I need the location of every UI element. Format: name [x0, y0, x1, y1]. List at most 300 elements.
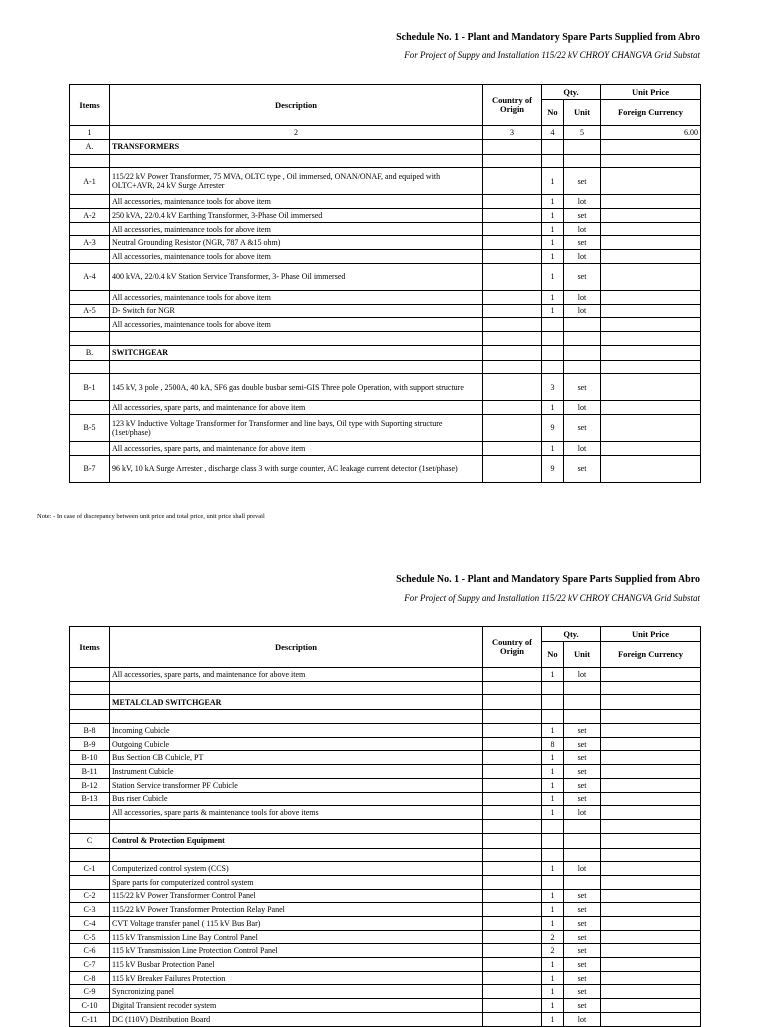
cell-qty-no — [542, 848, 564, 862]
cell-country — [483, 848, 542, 862]
cell-description: Spare parts for computerized control system — [110, 875, 483, 889]
cell-country — [483, 209, 542, 223]
header-items: Items — [70, 627, 110, 668]
header-items: Items — [70, 85, 110, 126]
cell-qty-no — [542, 695, 564, 710]
cell-item: A-4 — [70, 263, 110, 290]
header-country: Country of Origin — [483, 627, 542, 668]
cell-qty-no: 1 — [542, 441, 564, 455]
table-body-page-1 — [70, 126, 701, 483]
cell-country — [483, 889, 542, 903]
cell-qty-no: 1 — [542, 168, 564, 195]
discrepancy-note: Note: - In case of discrepancy between unit price and total price, unit price shall prevail — [37, 513, 265, 520]
cell-item: C — [70, 833, 110, 848]
cell-qty-no: 1 — [542, 668, 564, 682]
table-row — [70, 290, 701, 304]
cell-qty-unit: set — [564, 263, 601, 290]
cell-unit-price — [601, 414, 701, 441]
cell-unit-price: 6.00 — [601, 126, 701, 140]
cell-description — [110, 154, 483, 168]
table-row — [70, 668, 701, 682]
cell-unit-price — [601, 374, 701, 401]
cell-item: C-4 — [70, 917, 110, 931]
cell-item: C-6 — [70, 944, 110, 958]
cell-qty-no: 1 — [542, 889, 564, 903]
cell-qty-no: 1 — [542, 209, 564, 223]
cell-qty-unit: lot — [564, 806, 601, 820]
cell-country — [483, 819, 542, 833]
cell-item: C-2 — [70, 889, 110, 903]
cell-country — [483, 455, 542, 482]
cell-item — [70, 250, 110, 264]
cell-qty-unit: set — [564, 971, 601, 985]
cell-description — [110, 710, 483, 724]
cell-qty-unit: set — [564, 999, 601, 1013]
cell-country — [483, 999, 542, 1013]
cell-qty-unit: set — [564, 209, 601, 223]
cell-unit-price — [601, 360, 701, 374]
cell-item — [70, 819, 110, 833]
cell-qty-unit: set — [564, 903, 601, 917]
cell-unit-price — [601, 195, 701, 209]
cell-item — [70, 195, 110, 209]
cell-description: 123 kV Inductive Voltage Transformer for Transformer and line bays, Oil type with Suporting structure (1set/phase) — [110, 414, 483, 441]
cell-item — [70, 441, 110, 455]
cell-country — [483, 360, 542, 374]
cell-description: All accessories, maintenance tools for above item — [110, 290, 483, 304]
cell-description: 115/22 kV Power Transformer Control Panel — [110, 889, 483, 903]
cell-qty-unit — [564, 154, 601, 168]
header-qty: Qty. — [542, 627, 601, 642]
header-no: No — [542, 100, 564, 126]
cell-country — [483, 903, 542, 917]
cell-item — [70, 331, 110, 345]
cell-unit-price — [601, 806, 701, 820]
table-row — [70, 833, 701, 848]
cell-unit-price — [601, 250, 701, 264]
table-row — [70, 792, 701, 806]
cell-qty-unit — [564, 819, 601, 833]
header-unit-price: Unit Price — [601, 627, 701, 642]
cell-item: C-3 — [70, 903, 110, 917]
table-row — [70, 168, 701, 195]
cell-item — [70, 290, 110, 304]
cell-country — [483, 862, 542, 876]
cell-qty-no: 1 — [542, 806, 564, 820]
cell-unit-price — [601, 944, 701, 958]
cell-qty-no: 9 — [542, 414, 564, 441]
cell-qty-unit: lot — [564, 401, 601, 415]
cell-qty-no: 1 — [542, 985, 564, 999]
cell-description: Syncronizing panel — [110, 985, 483, 999]
cell-qty-unit: lot — [564, 304, 601, 318]
cell-unit-price — [601, 765, 701, 779]
cell-item — [70, 710, 110, 724]
header-foreign-currency: Foreign Currency — [601, 642, 701, 668]
header-no: No — [542, 642, 564, 668]
cell-item: B-12 — [70, 778, 110, 792]
table-row — [70, 318, 701, 332]
cell-country — [483, 958, 542, 972]
cell-country — [483, 139, 542, 154]
cell-description: 115 kV Transmission Line Protection Control Panel — [110, 944, 483, 958]
cell-qty-no: 1 — [542, 222, 564, 236]
header-unit: Unit — [564, 642, 601, 668]
cell-item: B-1 — [70, 374, 110, 401]
cell-qty-no — [542, 819, 564, 833]
table-row — [70, 903, 701, 917]
table-row — [70, 263, 701, 290]
cell-qty-no: 1 — [542, 724, 564, 738]
cell-qty-no: 1 — [542, 195, 564, 209]
cell-qty-no: 1 — [542, 401, 564, 415]
cell-qty-no — [542, 875, 564, 889]
cell-description — [110, 848, 483, 862]
cell-description: Instrument Cubicle — [110, 765, 483, 779]
table-row — [70, 765, 701, 779]
cell-unit-price — [601, 168, 701, 195]
cell-description: All accessories, spare parts & maintenance tools for above items — [110, 806, 483, 820]
cell-qty-unit: lot — [564, 1012, 601, 1026]
cell-unit-price — [601, 139, 701, 154]
cell-unit-price — [601, 917, 701, 931]
cell-description: Neutral Grounding Resistor (NGR, 787 A &15 ohm) — [110, 236, 483, 250]
cell-description: 400 kVA, 22/0.4 kV Station Service Transformer, 3- Phase Oil immersed — [110, 263, 483, 290]
cell-qty-no: 8 — [542, 737, 564, 751]
cell-description: All accessories, maintenance tools for above item — [110, 222, 483, 236]
cell-unit-price — [601, 903, 701, 917]
schedule-subtitle: For Project of Suppy and Installation 115/22 kV CHROY CHANGVA Grid Substat — [404, 593, 700, 603]
cell-country — [483, 778, 542, 792]
table-row — [70, 875, 701, 889]
table-row — [70, 819, 701, 833]
cell-description: Computerized control system (CCS) — [110, 862, 483, 876]
cell-qty-no — [542, 139, 564, 154]
table-row — [70, 126, 701, 140]
cell-qty-unit: set — [564, 455, 601, 482]
cell-country — [483, 985, 542, 999]
cell-unit-price — [601, 290, 701, 304]
cell-unit-price — [601, 455, 701, 482]
cell-item: B-10 — [70, 751, 110, 765]
cell-qty-unit: set — [564, 889, 601, 903]
cell-country — [483, 875, 542, 889]
table-row — [70, 441, 701, 455]
table-row — [70, 331, 701, 345]
cell-qty-unit: 5 — [564, 126, 601, 140]
cell-unit-price — [601, 222, 701, 236]
cell-description — [110, 360, 483, 374]
cell-qty-no: 3 — [542, 374, 564, 401]
cell-description: Incoming Cubicle — [110, 724, 483, 738]
cell-country — [483, 154, 542, 168]
cell-description: 96 kV, 10 kA Surge Arrester , discharge class 3 with surge counter, AC leakage current detector (1set/phase) — [110, 455, 483, 482]
cell-description: Digital Transient recoder system — [110, 999, 483, 1013]
cell-description: 250 kVA, 22/0.4 kV Earthing Transformer, 3-Phase Oil immersed — [110, 209, 483, 223]
table-row — [70, 751, 701, 765]
cell-qty-unit: lot — [564, 862, 601, 876]
cell-qty-no: 2 — [542, 930, 564, 944]
cell-item: B-11 — [70, 765, 110, 779]
cell-country — [483, 331, 542, 345]
cell-qty-unit — [564, 360, 601, 374]
cell-unit-price — [601, 710, 701, 724]
cell-qty-no: 1 — [542, 765, 564, 779]
cell-qty-unit: set — [564, 917, 601, 931]
cell-description: All accessories, maintenance tools for above item — [110, 318, 483, 332]
cell-qty-no — [542, 360, 564, 374]
cell-item — [70, 681, 110, 695]
table-row — [70, 917, 701, 931]
table-row — [70, 958, 701, 972]
cell-item — [70, 154, 110, 168]
cell-unit-price — [601, 819, 701, 833]
table-row — [70, 139, 701, 154]
cell-item — [70, 695, 110, 710]
cell-qty-unit: set — [564, 792, 601, 806]
cell-unit-price — [601, 999, 701, 1013]
table-row — [70, 848, 701, 862]
cell-unit-price — [601, 958, 701, 972]
table-row — [70, 250, 701, 264]
cell-country — [483, 765, 542, 779]
cell-unit-price — [601, 862, 701, 876]
cell-country — [483, 681, 542, 695]
cell-qty-no: 1 — [542, 263, 564, 290]
table-row — [70, 345, 701, 360]
cell-item: A-3 — [70, 236, 110, 250]
cell-item — [70, 668, 110, 682]
cell-description: SWITCHGEAR — [110, 345, 483, 360]
table-row — [70, 737, 701, 751]
cell-qty-no: 1 — [542, 751, 564, 765]
cell-item: B. — [70, 345, 110, 360]
cell-qty-unit: lot — [564, 668, 601, 682]
header-unit: Unit — [564, 100, 601, 126]
table-row — [70, 710, 701, 724]
cell-country — [483, 250, 542, 264]
cell-country — [483, 792, 542, 806]
cell-unit-price — [601, 889, 701, 903]
cell-unit-price — [601, 331, 701, 345]
table-row — [70, 360, 701, 374]
cell-country — [483, 304, 542, 318]
cell-description: CVT Voltage transfer panel ( 115 kV Bus Bar) — [110, 917, 483, 931]
cell-qty-unit — [564, 681, 601, 695]
cell-unit-price — [601, 833, 701, 848]
cell-country — [483, 263, 542, 290]
cell-item: 1 — [70, 126, 110, 140]
cell-country — [483, 737, 542, 751]
cell-description: All accessories, maintenance tools for above item — [110, 195, 483, 209]
cell-item — [70, 875, 110, 889]
table-row — [70, 971, 701, 985]
header-qty: Qty. — [542, 85, 601, 100]
cell-item: C-8 — [70, 971, 110, 985]
cell-qty-unit: set — [564, 374, 601, 401]
cell-description — [110, 819, 483, 833]
cell-unit-price — [601, 695, 701, 710]
cell-qty-unit: set — [564, 751, 601, 765]
cell-qty-no: 1 — [542, 250, 564, 264]
cell-unit-price — [601, 778, 701, 792]
cell-unit-price — [601, 154, 701, 168]
header-country: Country of Origin — [483, 85, 542, 126]
cell-unit-price — [601, 971, 701, 985]
cell-qty-unit: set — [564, 737, 601, 751]
cell-qty-unit — [564, 710, 601, 724]
cell-unit-price — [601, 751, 701, 765]
cell-unit-price — [601, 401, 701, 415]
cell-country — [483, 290, 542, 304]
cell-unit-price — [601, 985, 701, 999]
cell-description: TRANSFORMERS — [110, 139, 483, 154]
cell-country — [483, 345, 542, 360]
cell-item — [70, 401, 110, 415]
cell-qty-unit: lot — [564, 222, 601, 236]
cell-qty-unit — [564, 848, 601, 862]
table-row — [70, 862, 701, 876]
table-row — [70, 806, 701, 820]
cell-item: A. — [70, 139, 110, 154]
cell-country — [483, 695, 542, 710]
table-row — [70, 778, 701, 792]
cell-qty-unit: set — [564, 414, 601, 441]
table-row — [70, 304, 701, 318]
cell-country — [483, 917, 542, 931]
table-row — [70, 999, 701, 1013]
cell-qty-no: 1 — [542, 971, 564, 985]
cell-country — [483, 236, 542, 250]
cell-qty-no: 9 — [542, 455, 564, 482]
table-row — [70, 724, 701, 738]
cell-description: 2 — [110, 126, 483, 140]
table-row — [70, 985, 701, 999]
cell-unit-price — [601, 318, 701, 332]
cell-unit-price — [601, 345, 701, 360]
cell-country — [483, 751, 542, 765]
cell-country — [483, 724, 542, 738]
schedule-title: Schedule No. 1 - Plant and Mandatory Spare Parts Supplied from Abro — [396, 574, 700, 585]
cell-country — [483, 441, 542, 455]
cell-country — [483, 944, 542, 958]
cell-unit-price — [601, 875, 701, 889]
cell-qty-unit — [564, 345, 601, 360]
table-row — [70, 414, 701, 441]
cell-qty-unit — [564, 331, 601, 345]
cell-qty-no — [542, 681, 564, 695]
cell-qty-unit: lot — [564, 250, 601, 264]
cell-qty-unit: set — [564, 958, 601, 972]
cell-qty-unit: set — [564, 724, 601, 738]
header-unit-price: Unit Price — [601, 85, 701, 100]
cell-qty-no: 1 — [542, 862, 564, 876]
cell-qty-no — [542, 345, 564, 360]
cell-qty-no: 1 — [542, 290, 564, 304]
cell-item: B-7 — [70, 455, 110, 482]
cell-country — [483, 833, 542, 848]
cell-qty-no: 1 — [542, 792, 564, 806]
cell-qty-no: 4 — [542, 126, 564, 140]
schedule-subtitle: For Project of Suppy and Installation 115/22 kV CHROY CHANGVA Grid Substat — [404, 50, 700, 60]
cell-qty-unit — [564, 875, 601, 889]
cell-description: 115 kV Busbar Protection Panel — [110, 958, 483, 972]
cell-qty-no — [542, 331, 564, 345]
cell-item: C-10 — [70, 999, 110, 1013]
cell-qty-no: 1 — [542, 1012, 564, 1026]
cell-qty-no: 1 — [542, 778, 564, 792]
cell-unit-price — [601, 263, 701, 290]
cell-qty-no: 1 — [542, 999, 564, 1013]
table-row — [70, 889, 701, 903]
header-foreign-currency: Foreign Currency — [601, 100, 701, 126]
cell-description: 115/22 kV Power Transformer, 75 MVA, OLTC type , Oil immersed, ONAN/ONAF, and equiped with OLTC+AVR, 24 kV Surge Arrester — [110, 168, 483, 195]
cell-country — [483, 168, 542, 195]
cell-country — [483, 318, 542, 332]
table-row — [70, 930, 701, 944]
cell-country — [483, 401, 542, 415]
table-row — [70, 455, 701, 482]
cell-unit-price — [601, 724, 701, 738]
cell-description — [110, 331, 483, 345]
page-2 — [0, 560, 768, 1024]
cell-qty-no: 1 — [542, 958, 564, 972]
cell-country — [483, 710, 542, 724]
cell-item: C-7 — [70, 958, 110, 972]
table-row — [70, 374, 701, 401]
cell-qty-unit: set — [564, 930, 601, 944]
cell-qty-unit — [564, 139, 601, 154]
cell-qty-unit: set — [564, 985, 601, 999]
cell-item — [70, 318, 110, 332]
cell-qty-no: 1 — [542, 236, 564, 250]
cell-description: METALCLAD SWITCHGEAR — [110, 695, 483, 710]
cell-description: 115/22 kV Power Transformer Protection Relay Panel — [110, 903, 483, 917]
cell-item: A-1 — [70, 168, 110, 195]
cell-description: 145 kV, 3 pole , 2500A, 40 kA, SF6 gas double busbar semi-GIS Three pole Operation, with support structure — [110, 374, 483, 401]
cell-item: A-2 — [70, 209, 110, 223]
cell-description: All accessories, spare parts, and maintenance for above item — [110, 441, 483, 455]
table-row — [70, 236, 701, 250]
cell-description: Station Service transformer PF Cubicle — [110, 778, 483, 792]
cell-qty-no — [542, 154, 564, 168]
cell-item: B-13 — [70, 792, 110, 806]
schedule-table-page-2 — [69, 626, 701, 1027]
cell-qty-no — [542, 833, 564, 848]
cell-unit-price — [601, 304, 701, 318]
schedule-table-page-1 — [69, 84, 701, 483]
cell-qty-unit — [564, 318, 601, 332]
cell-description: Control & Protection Equipment — [110, 833, 483, 848]
table-row — [70, 944, 701, 958]
cell-description: All accessories, spare parts, and maintenance for above item — [110, 401, 483, 415]
cell-item: A-5 — [70, 304, 110, 318]
cell-qty-no: 1 — [542, 304, 564, 318]
table-row — [70, 195, 701, 209]
cell-item: B-8 — [70, 724, 110, 738]
cell-item: C-1 — [70, 862, 110, 876]
cell-qty-unit — [564, 695, 601, 710]
cell-item: C-9 — [70, 985, 110, 999]
cell-item — [70, 222, 110, 236]
cell-qty-no: 2 — [542, 944, 564, 958]
cell-description: Bus riser Cubicle — [110, 792, 483, 806]
cell-qty-unit: lot — [564, 195, 601, 209]
cell-description — [110, 681, 483, 695]
cell-unit-price — [601, 848, 701, 862]
table-row — [70, 154, 701, 168]
cell-unit-price — [601, 236, 701, 250]
